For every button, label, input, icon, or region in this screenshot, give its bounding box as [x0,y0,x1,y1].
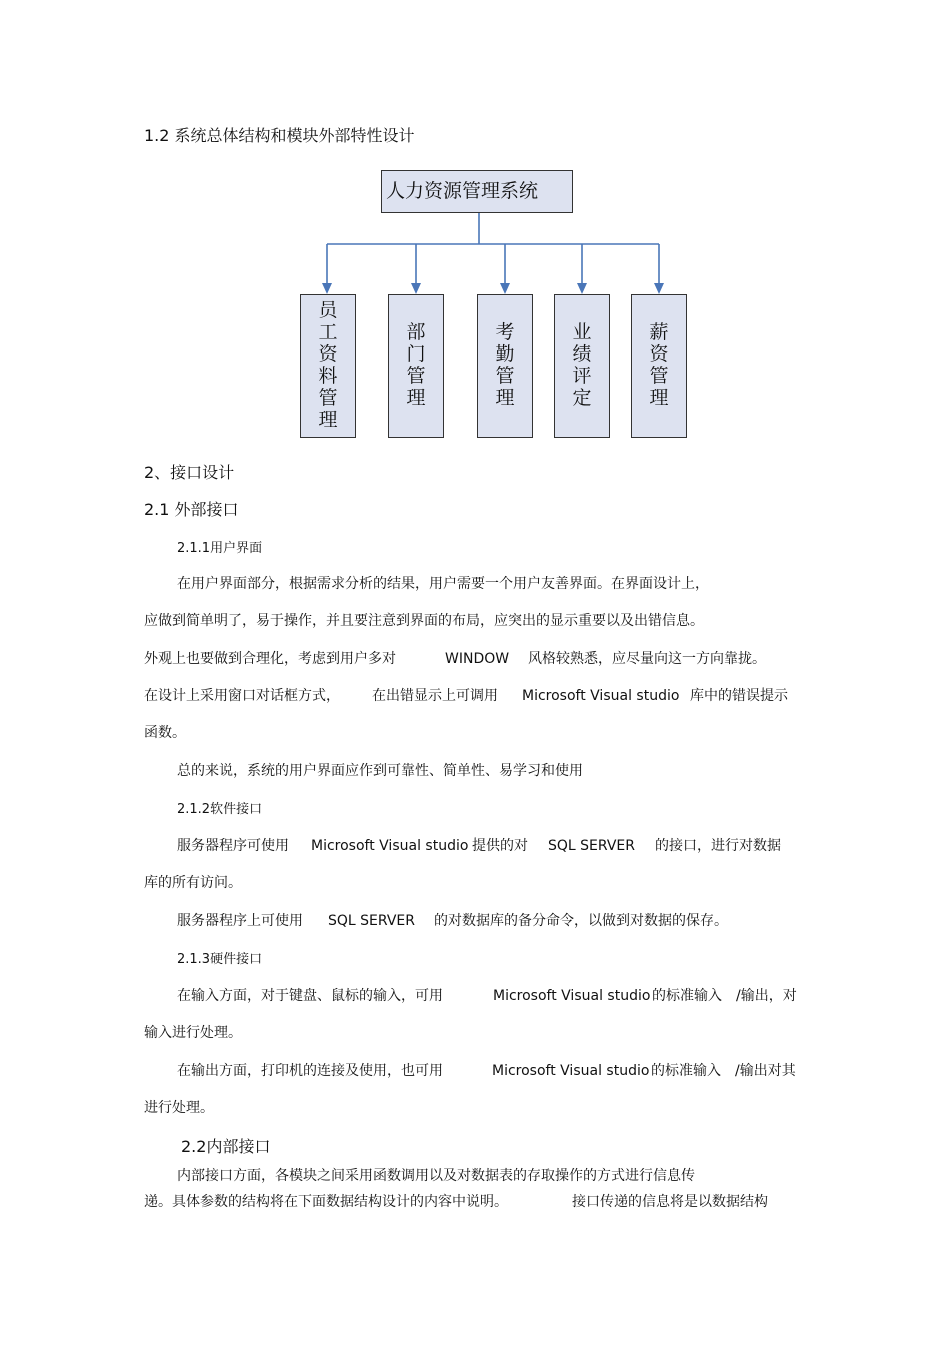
section-2-1-1-heading: 2.1.1用户界面 [177,541,263,556]
diagram-node-salary [631,294,687,438]
text-run: 外观上也要做到合理化，考虑到用户多对 [144,651,396,667]
text-run: /输出，对 [736,988,797,1004]
text-run: 服务器程序上可使用 [177,913,303,929]
diagram-root-label: 人力资源管理系统 [386,180,539,202]
diagram-node-department [388,294,444,438]
text-run: 风格较熟悉，应尽量向这一方向靠拢。 [528,651,766,667]
paragraph-line: 输入进行处理。 [144,1025,242,1041]
diagram-node-employee [300,294,356,438]
paragraph-line: 内部接口方面，各模块之间采用函数调用以及对数据表的存取操作的方式进行信息传 [177,1168,695,1184]
paragraph-line: 应做到简单明了，易于操作，并且要注意到界面的布局，应突出的显示重要以及出错信息。 [144,613,704,629]
diagram-node-label: 员工资料管理 [318,299,338,431]
text-run: 提供的对 [472,838,528,854]
paragraph-line: 总的来说，系统的用户界面应作到可靠性、简单性、易学习和使用 [177,763,583,779]
text-run: Microsoft Visual studio [311,838,469,854]
arrow-head-5 [654,283,664,294]
text-run: 的标准输入 [652,988,722,1004]
text-run: /输出对其 [735,1063,796,1079]
diagram-node-label: 考勤管理 [495,321,515,409]
text-run: 在输入方面，对于键盘、鼠标的输入，可用 [177,988,443,1004]
text-run: 的标准输入 [651,1063,721,1079]
paragraph-line: 在用户界面部分，根据需求分析的结果，用户需要一个用户友善界面。在界面设计上， [177,576,709,592]
text-run: Microsoft Visual studio [493,988,651,1004]
text-run: 在出错显示上可调用 [372,688,498,704]
text-run: 服务器程序可使用 [177,838,289,854]
paragraph-line: 进行处理。 [144,1100,214,1116]
text-run: 在输出方面，打印机的连接及使用，也可用 [177,1063,443,1079]
paragraph-line: 库的所有访问。 [144,875,242,891]
diagram-node-performance [554,294,610,438]
diagram-node-label: 薪资管理 [649,321,669,409]
text-run: 递。具体参数的结构将在下面数据结构设计的内容中说明。 [144,1194,508,1210]
text-run: 接口传递的信息将是以数据结构 [572,1194,768,1210]
text-run: 在设计上采用窗口对话框方式， [144,688,340,704]
paragraph-line: 函数。 [144,725,186,741]
text-run: 的接口，进行对数据 [655,838,781,854]
section-2-heading: 2、接口设计 [144,463,235,482]
diagram-node-label: 部门管理 [406,321,426,409]
diagram-root-box [381,170,573,213]
text-run: SQL SERVER [548,838,636,854]
section-1-2-heading: 1.2 系统总体结构和模块外部特性设计 [144,126,415,145]
section-2-1-3-heading: 2.1.3硬件接口 [177,952,263,967]
section-2-2-heading: 2.2内部接口 [181,1137,271,1156]
arrow-head-3 [500,283,510,294]
text-run: 库中的错误提示 [690,688,788,704]
section-2-1-heading: 2.1 外部接口 [144,500,239,519]
text-run: 的对数据库的备分命令，以做到对数据的保存。 [434,913,728,929]
org-chart-connectors [0,0,950,450]
arrow-head-4 [577,283,587,294]
text-run: Microsoft Visual studio [522,688,680,704]
diagram-node-attendance [477,294,533,438]
text-run: WINDOW [445,651,510,667]
arrow-head-2 [411,283,421,294]
diagram-node-label: 业绩评定 [572,321,592,409]
text-run: Microsoft Visual studio [492,1063,650,1079]
text-run: SQL SERVER [328,913,416,929]
arrow-head-1 [322,283,332,294]
section-2-1-2-heading: 2.1.2软件接口 [177,802,263,817]
